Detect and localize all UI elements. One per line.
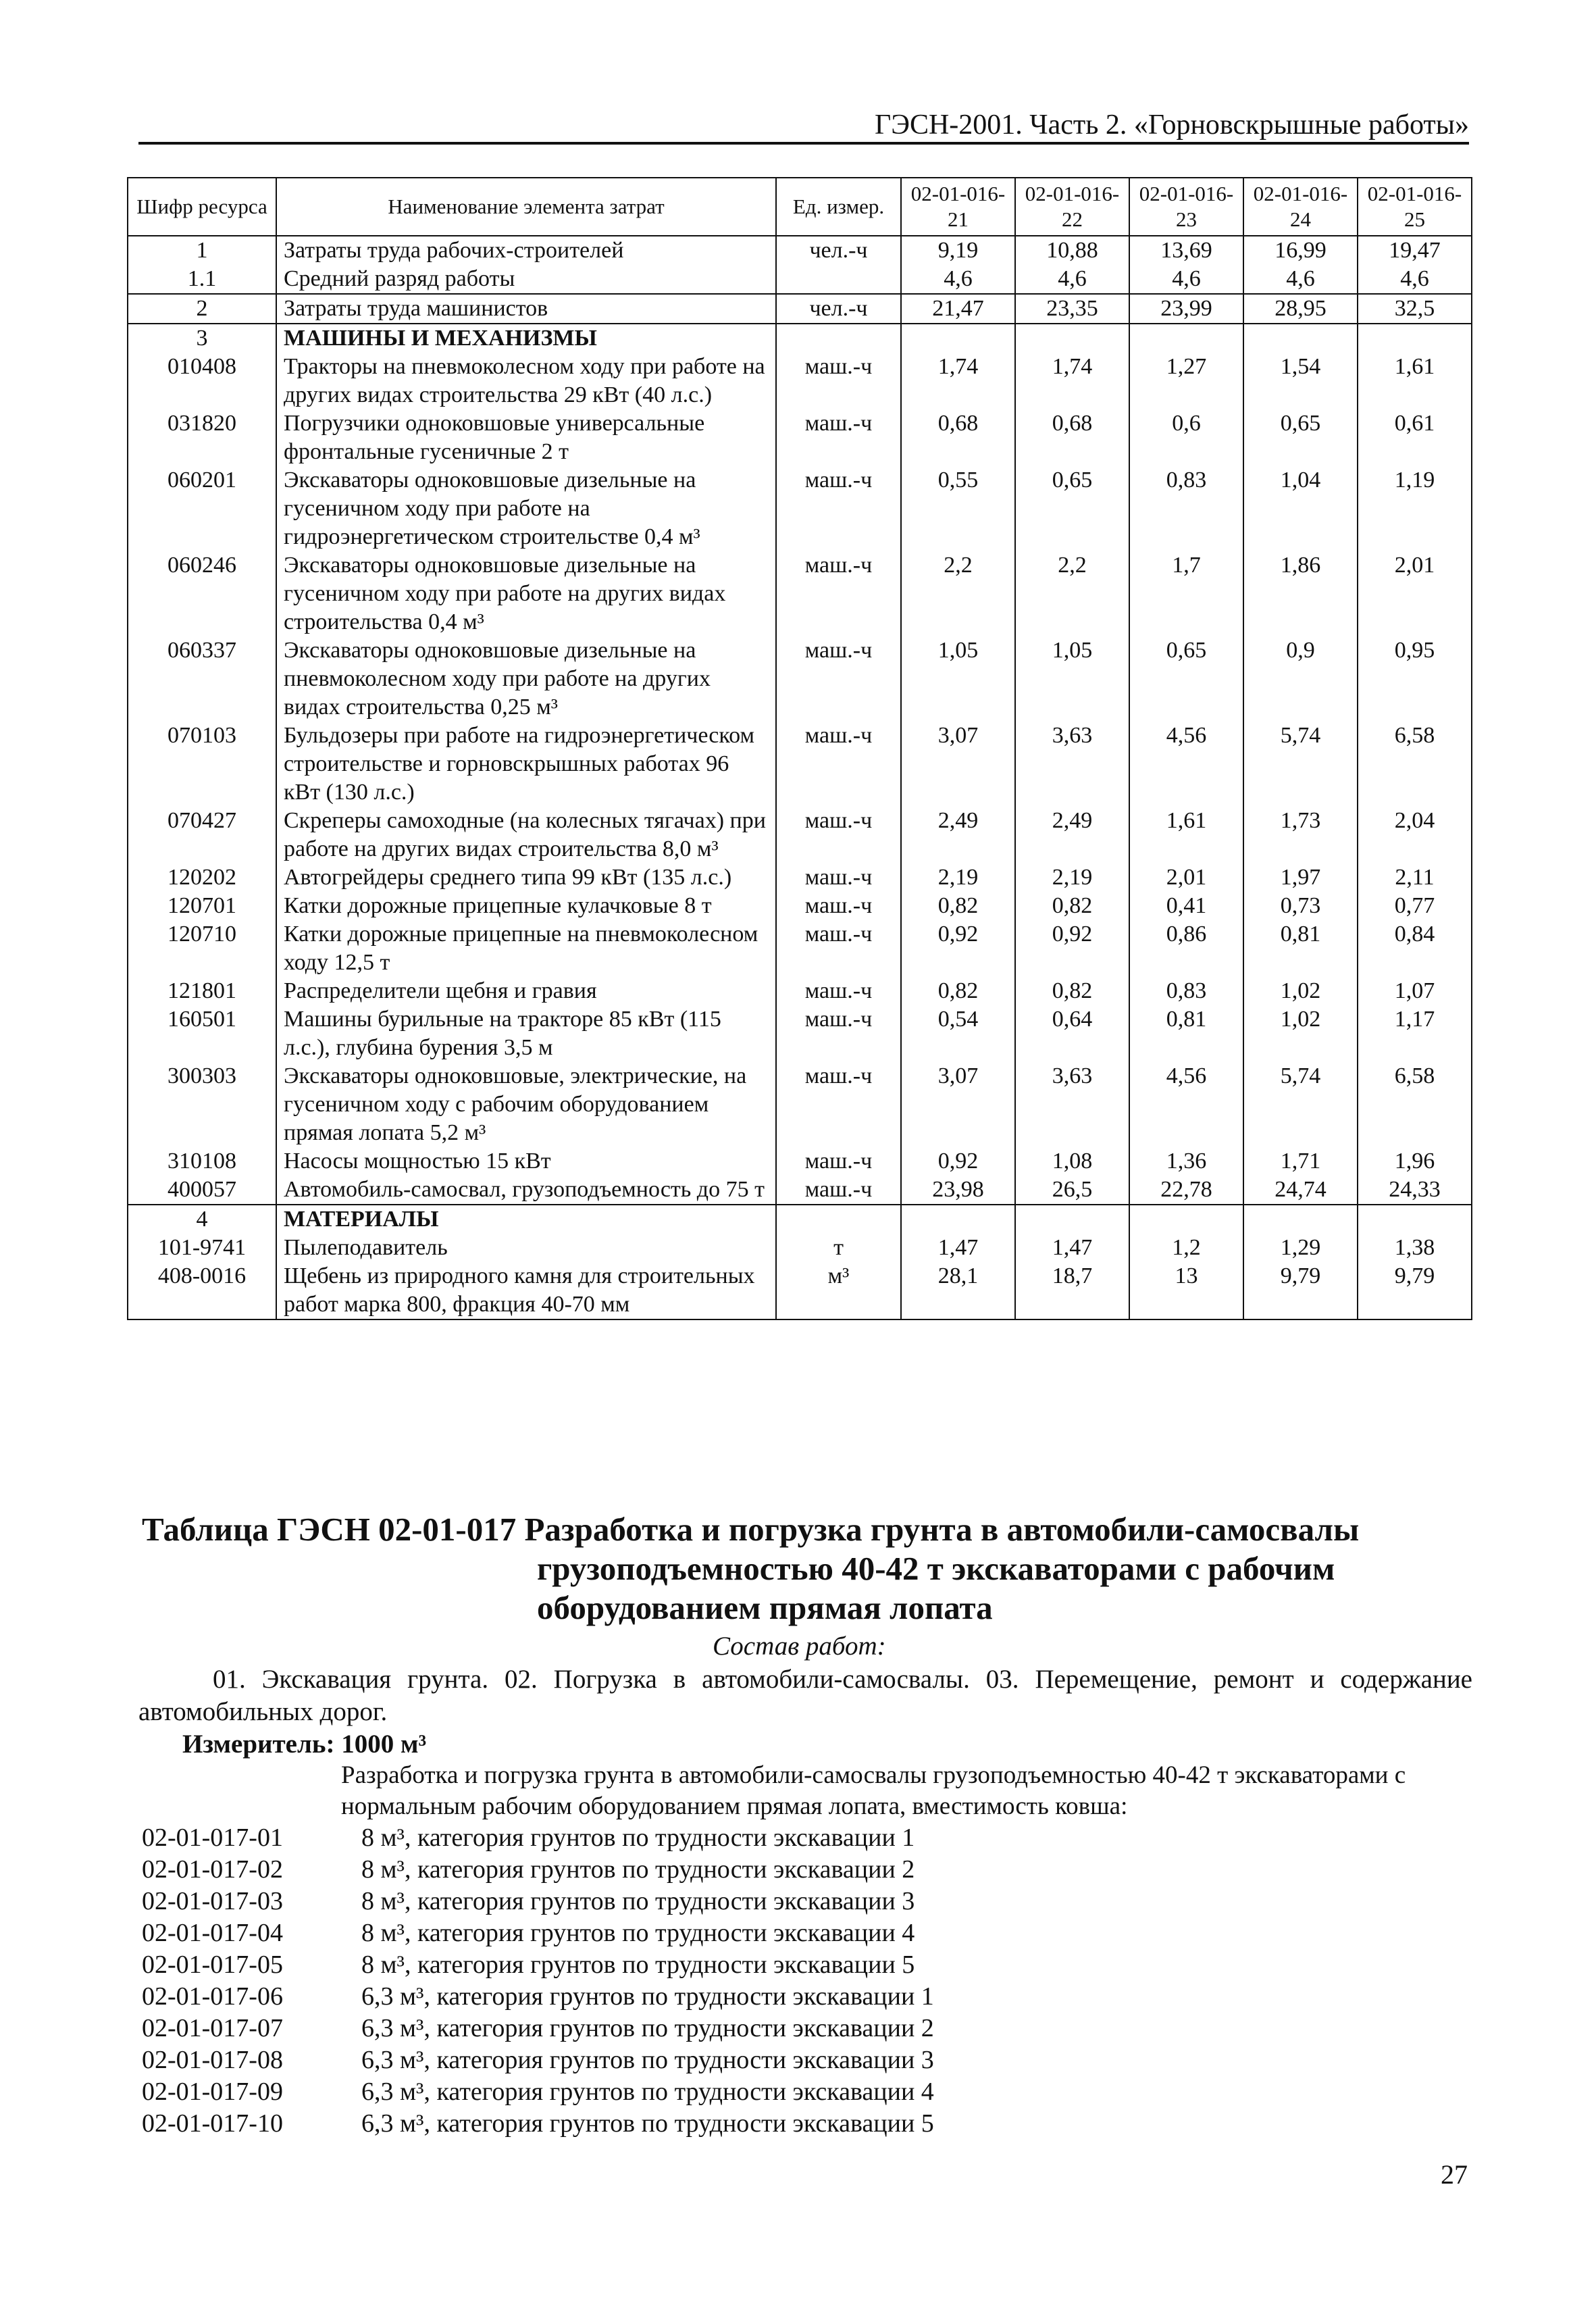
resource-value: 0,54 [901, 1005, 1015, 1062]
resource-unit: чел.-ч [776, 236, 901, 265]
table-row [128, 1262, 1472, 1319]
resource-value: 1,71 [1243, 1147, 1358, 1176]
resource-value: 0,68 [901, 409, 1015, 466]
column-header: 02-01-016-24 [1243, 178, 1358, 236]
resource-value: 1,02 [1243, 1005, 1358, 1062]
work-item [142, 1981, 934, 2013]
work-item [142, 2044, 934, 2076]
resource-name: Катки дорожные прицепные кулачковые 8 т [276, 892, 776, 920]
work-item [142, 2013, 934, 2044]
resource-value: 0,82 [901, 977, 1015, 1005]
resource-value: 4,56 [1129, 1062, 1243, 1147]
resource-value: 0,65 [1243, 409, 1358, 466]
resource-unit: маш.-ч [776, 892, 901, 920]
table-row [128, 1147, 1472, 1176]
resource-value: 1,61 [1358, 353, 1472, 409]
resource-name: Средний разряд работы [276, 265, 776, 294]
resource-unit: маш.-ч [776, 1147, 901, 1176]
resource-value: 2,11 [1358, 863, 1472, 892]
resource-value: 0,77 [1358, 892, 1472, 920]
resource-code: 101-9741 [128, 1234, 276, 1262]
resource-code: 120701 [128, 892, 276, 920]
work-item-text: 8 м³, категория грунтов по трудности экскавации 4 [361, 1919, 915, 1947]
resource-value [1129, 324, 1243, 353]
resource-code: 031820 [128, 409, 276, 466]
resource-value: 0,84 [1358, 920, 1472, 977]
resource-value: 0,82 [901, 892, 1015, 920]
resource-name: Экскаваторы одноковшовые дизельные на гусеничном ходу при работе на гидроэнергетическом строительстве 0,4 м³ [276, 466, 776, 551]
resource-value: 1,38 [1358, 1234, 1472, 1262]
resource-code: 060201 [128, 466, 276, 551]
resource-value: 2,49 [901, 807, 1015, 863]
table-row [128, 722, 1472, 807]
work-item-text: 8 м³, категория грунтов по трудности экскавации 5 [361, 1951, 915, 1979]
resource-value: 1,02 [1243, 977, 1358, 1005]
resource-value: 0,92 [901, 920, 1015, 977]
work-item-text: 6,3 м³, категория грунтов по трудности экскавации 1 [361, 1982, 934, 2011]
resource-value: 5,74 [1243, 722, 1358, 807]
table-row [128, 807, 1472, 863]
resource-value: 1,17 [1358, 1005, 1472, 1062]
work-item-code: 02-01-017-09 [142, 2078, 283, 2106]
work-items-list [142, 1822, 934, 2140]
resource-unit [776, 265, 901, 294]
resource-value: 23,98 [901, 1176, 1015, 1205]
resource-unit: маш.-ч [776, 977, 901, 1005]
resource-value: 32,5 [1358, 294, 1472, 324]
resource-code: 120710 [128, 920, 276, 977]
resource-value: 4,6 [1129, 265, 1243, 294]
resource-value: 1,73 [1243, 807, 1358, 863]
composition-text: 01. Экскавация грунта. 02. Погрузка в автомобили-самосвалы. 03. Перемещение, ремонт и содержание автомобильных дорог. [138, 1665, 1472, 1726]
work-item-text: 8 м³, категория грунтов по трудности экскавации 2 [361, 1855, 915, 1884]
resource-unit: маш.-ч [776, 920, 901, 977]
resource-code: 1 [128, 236, 276, 265]
resource-name: Экскаваторы одноковшовые дизельные на пневмоколесном ходу при работе на других видах строительства 0,25 м³ [276, 636, 776, 722]
resource-value: 0,81 [1129, 1005, 1243, 1062]
title-line-1: Таблица ГЭСН 02-01-017 Разработка и погрузка грунта в автомобили-самосвалы [142, 1511, 1360, 1548]
work-item [142, 1917, 934, 1949]
column-header: Наименование элемента затрат [276, 178, 776, 236]
resource-code: 010408 [128, 353, 276, 409]
page-header [138, 108, 1469, 145]
work-item-code: 02-01-017-08 [142, 2046, 283, 2074]
resource-code: 2 [128, 294, 276, 324]
resource-value: 1,61 [1129, 807, 1243, 863]
resource-unit [776, 1205, 901, 1234]
resources-table [127, 177, 1472, 1320]
resource-unit: м³ [776, 1262, 901, 1319]
resource-value: 28,1 [901, 1262, 1015, 1319]
column-header: 02-01-016-25 [1358, 178, 1472, 236]
resource-value [1243, 1205, 1358, 1234]
table-row [128, 863, 1472, 892]
resource-value: 26,5 [1015, 1176, 1129, 1205]
table-row [128, 265, 1472, 294]
resource-unit: маш.-ч [776, 1176, 901, 1205]
resource-value: 2,19 [901, 863, 1015, 892]
work-item-text: 6,3 м³, категория грунтов по трудности экскавации 4 [361, 2078, 934, 2106]
resource-value: 0,83 [1129, 466, 1243, 551]
resource-value: 1,05 [901, 636, 1015, 722]
resource-name: Пылеподавитель [276, 1234, 776, 1262]
resource-value: 0,82 [1015, 892, 1129, 920]
resource-value [1243, 324, 1358, 353]
resource-value [1129, 1205, 1243, 1234]
resource-name: Экскаваторы одноковшовые, электрические, на гусеничном ходу с рабочим оборудованием прямая лопата 5,2 м³ [276, 1062, 776, 1147]
resource-code: 160501 [128, 1005, 276, 1062]
work-item [142, 1949, 934, 1981]
resource-value: 24,74 [1243, 1176, 1358, 1205]
page-number: 27 [1441, 2159, 1468, 2190]
resource-name: МАШИНЫ И МЕХАНИЗМЫ [276, 324, 776, 353]
resource-value: 0,83 [1129, 977, 1243, 1005]
column-header: 02-01-016-23 [1129, 178, 1243, 236]
resource-value: 0,86 [1129, 920, 1243, 977]
resource-value: 0,68 [1015, 409, 1129, 466]
work-item [142, 2108, 934, 2140]
resource-value: 1,86 [1243, 551, 1358, 636]
column-header: Ед. измер. [776, 178, 901, 236]
resource-value: 9,19 [901, 236, 1015, 265]
work-item-text: 6,3 м³, категория грунтов по трудности экскавации 5 [361, 2109, 934, 2138]
resource-unit: т [776, 1234, 901, 1262]
resource-unit: маш.-ч [776, 551, 901, 636]
table-row [128, 1005, 1472, 1062]
table-row [128, 409, 1472, 466]
title-line-3: оборудованием прямая лопата [537, 1589, 993, 1626]
resource-unit: маш.-ч [776, 353, 901, 409]
resource-value: 2,01 [1129, 863, 1243, 892]
table-row [128, 1205, 1472, 1234]
resource-name: Скреперы самоходные (на колесных тягачах) при работе на других видах строительства 8,0 м³ [276, 807, 776, 863]
resource-value: 0,73 [1243, 892, 1358, 920]
resource-value: 13 [1129, 1262, 1243, 1319]
resource-value: 1,96 [1358, 1147, 1472, 1176]
table-row [128, 551, 1472, 636]
resource-value: 24,33 [1358, 1176, 1472, 1205]
table-header-row [128, 178, 1472, 236]
resource-unit: маш.-ч [776, 1005, 901, 1062]
resource-code: 070103 [128, 722, 276, 807]
resource-value: 1,04 [1243, 466, 1358, 551]
resource-value: 1,7 [1129, 551, 1243, 636]
resource-value: 0,61 [1358, 409, 1472, 466]
resource-value: 1,19 [1358, 466, 1472, 551]
resource-value: 0,81 [1243, 920, 1358, 977]
resource-value: 1,05 [1015, 636, 1129, 722]
resource-unit: маш.-ч [776, 863, 901, 892]
table-row [128, 1176, 1472, 1205]
resource-value: 0,65 [1015, 466, 1129, 551]
resource-value [1358, 324, 1472, 353]
resource-code: 070427 [128, 807, 276, 863]
resource-value: 4,6 [1015, 265, 1129, 294]
resource-value: 4,6 [1243, 265, 1358, 294]
column-header: 02-01-016-21 [901, 178, 1015, 236]
table-row [128, 466, 1472, 551]
resource-value: 3,07 [901, 722, 1015, 807]
resource-value: 4,6 [1358, 265, 1472, 294]
resource-value: 2,2 [1015, 551, 1129, 636]
resource-value: 1,27 [1129, 353, 1243, 409]
resource-name: Автомобиль-самосвал, грузоподъемность до 75 т [276, 1176, 776, 1205]
resource-unit: чел.-ч [776, 294, 901, 324]
work-item-code: 02-01-017-05 [142, 1951, 283, 1979]
work-item-text: 6,3 м³, категория грунтов по трудности экскавации 2 [361, 2014, 934, 2042]
meter-line [182, 1728, 426, 1761]
meter-label: Измеритель: [182, 1730, 335, 1759]
work-item-code: 02-01-017-03 [142, 1887, 283, 1915]
resource-value: 19,47 [1358, 236, 1472, 265]
resource-value: 1,47 [1015, 1234, 1129, 1262]
resource-value: 16,99 [1243, 236, 1358, 265]
resource-value: 22,78 [1129, 1176, 1243, 1205]
resource-value: 2,2 [901, 551, 1015, 636]
resource-value: 9,79 [1243, 1262, 1358, 1319]
table-row [128, 1234, 1472, 1262]
header-text: ГЭСН-2001. Часть 2. «Горновскрышные работы» [874, 109, 1469, 141]
resource-code: 310108 [128, 1147, 276, 1176]
resource-value: 0,55 [901, 466, 1015, 551]
work-item-text: 8 м³, категория грунтов по трудности экскавации 3 [361, 1887, 915, 1915]
resource-value: 0,9 [1243, 636, 1358, 722]
work-item-code: 02-01-017-01 [142, 1823, 283, 1852]
resource-value: 1,29 [1243, 1234, 1358, 1262]
resource-value: 9,79 [1358, 1262, 1472, 1319]
resource-unit [776, 324, 901, 353]
resource-name: Щебень из природного камня для строительных работ марка 800, фракция 40-70 мм [276, 1262, 776, 1319]
resource-value: 0,95 [1358, 636, 1472, 722]
resource-code: 120202 [128, 863, 276, 892]
work-intro: Разработка и погрузка грунта в автомобили-самосвалы грузоподъемностью 40-42 т экскаваторами с нормальным рабочим оборудованием прямая лопата, вместимость ковша: [341, 1761, 1406, 1820]
resource-unit: маш.-ч [776, 807, 901, 863]
resource-code: 4 [128, 1205, 276, 1234]
resource-value: 1,74 [901, 353, 1015, 409]
resource-name: Насосы мощностью 15 кВт [276, 1147, 776, 1176]
resource-value: 1,47 [901, 1234, 1015, 1262]
resource-unit: маш.-ч [776, 466, 901, 551]
resource-value: 5,74 [1243, 1062, 1358, 1147]
resource-value: 1,54 [1243, 353, 1358, 409]
resource-value: 1,2 [1129, 1234, 1243, 1262]
resource-unit: маш.-ч [776, 636, 901, 722]
resource-value: 0,64 [1015, 1005, 1129, 1062]
table-row [128, 977, 1472, 1005]
work-item [142, 1854, 934, 1886]
resource-value: 3,63 [1015, 1062, 1129, 1147]
resource-value: 21,47 [901, 294, 1015, 324]
resource-value [1358, 1205, 1472, 1234]
resource-value: 1,97 [1243, 863, 1358, 892]
work-item [142, 2076, 934, 2108]
resource-code: 400057 [128, 1176, 276, 1205]
resource-name: Распределители щебня и гравия [276, 977, 776, 1005]
resource-value: 10,88 [1015, 236, 1129, 265]
resource-code: 408-0016 [128, 1262, 276, 1319]
resource-value: 1,07 [1358, 977, 1472, 1005]
resource-name: Затраты труда рабочих-строителей [276, 236, 776, 265]
resource-name: Погрузчики одноковшовые универсальные фронтальные гусеничные 2 т [276, 409, 776, 466]
work-item [142, 1822, 934, 1854]
title-line-2: грузоподъемностью 40-42 т экскаваторами с рабочим [537, 1550, 1335, 1587]
resource-value: 3,07 [901, 1062, 1015, 1147]
resource-value: 23,99 [1129, 294, 1243, 324]
resource-value: 0,41 [1129, 892, 1243, 920]
resource-value: 13,69 [1129, 236, 1243, 265]
resource-name: Автогрейдеры среднего типа 99 кВт (135 л.с.) [276, 863, 776, 892]
resource-code: 060337 [128, 636, 276, 722]
resource-value: 23,35 [1015, 294, 1129, 324]
resource-unit: маш.-ч [776, 409, 901, 466]
work-item-code: 02-01-017-06 [142, 1982, 283, 2011]
column-header: Шифр ресурса [128, 178, 276, 236]
resource-name: Экскаваторы одноковшовые дизельные на гусеничном ходу при работе на других видах строительства 0,4 м³ [276, 551, 776, 636]
table-row [128, 294, 1472, 324]
resource-value [1015, 1205, 1129, 1234]
resource-value: 6,58 [1358, 722, 1472, 807]
work-item-code: 02-01-017-04 [142, 1919, 283, 1947]
resource-code: 3 [128, 324, 276, 353]
resource-value: 0,6 [1129, 409, 1243, 466]
resource-value: 2,01 [1358, 551, 1472, 636]
resource-value: 4,6 [901, 265, 1015, 294]
column-header: 02-01-016-22 [1015, 178, 1129, 236]
work-item [142, 1886, 934, 1917]
resource-value [1015, 324, 1129, 353]
resource-value: 18,7 [1015, 1262, 1129, 1319]
resource-value [901, 324, 1015, 353]
resource-value: 2,49 [1015, 807, 1129, 863]
resource-value: 3,63 [1015, 722, 1129, 807]
resource-value: 1,08 [1015, 1147, 1129, 1176]
resource-unit: маш.-ч [776, 722, 901, 807]
table-row [128, 353, 1472, 409]
resource-value: 0,92 [1015, 920, 1129, 977]
resource-code: 1.1 [128, 265, 276, 294]
meter-value: 1000 м³ [341, 1730, 427, 1759]
resource-name: Бульдозеры при работе на гидроэнергетическом строительстве и горновскрышных работах 96 кВт (130 л.с.) [276, 722, 776, 807]
resource-code: 300303 [128, 1062, 276, 1147]
table-row [128, 636, 1472, 722]
resource-value: 6,58 [1358, 1062, 1472, 1147]
resource-name: МАТЕРИАЛЫ [276, 1205, 776, 1234]
resource-code: 060246 [128, 551, 276, 636]
table-row [128, 892, 1472, 920]
resource-value: 2,19 [1015, 863, 1129, 892]
resource-value: 4,56 [1129, 722, 1243, 807]
resource-name: Катки дорожные прицепные на пневмоколесном ходу 12,5 т [276, 920, 776, 977]
resource-value: 0,92 [901, 1147, 1015, 1176]
resource-value: 0,82 [1015, 977, 1129, 1005]
table-row [128, 324, 1472, 353]
resource-unit: маш.-ч [776, 1062, 901, 1147]
work-item-code: 02-01-017-02 [142, 1855, 283, 1884]
work-item-text: 8 м³, категория грунтов по трудности экскавации 1 [361, 1823, 915, 1852]
resource-value: 2,04 [1358, 807, 1472, 863]
work-item-code: 02-01-017-10 [142, 2109, 283, 2138]
resource-value [901, 1205, 1015, 1234]
resource-code: 121801 [128, 977, 276, 1005]
resource-value: 1,74 [1015, 353, 1129, 409]
work-item-code: 02-01-017-07 [142, 2014, 283, 2042]
resource-name: Машины бурильные на тракторе 85 кВт (115 л.с.), глубина бурения 3,5 м [276, 1005, 776, 1062]
table-row [128, 920, 1472, 977]
table-row [128, 1062, 1472, 1147]
resource-name: Затраты труда машинистов [276, 294, 776, 324]
resource-value: 0,65 [1129, 636, 1243, 722]
resource-value: 28,95 [1243, 294, 1358, 324]
work-item-text: 6,3 м³, категория грунтов по трудности экскавации 3 [361, 2046, 934, 2074]
table-row [128, 236, 1472, 265]
resource-value: 1,36 [1129, 1147, 1243, 1176]
resource-name: Тракторы на пневмоколесном ходу при работе на других видах строительства 29 кВт (40 л.с.) [276, 353, 776, 409]
section-title [142, 1510, 1425, 1628]
composition-label: Состав работ: [713, 1632, 886, 1661]
table-body [128, 236, 1472, 1319]
